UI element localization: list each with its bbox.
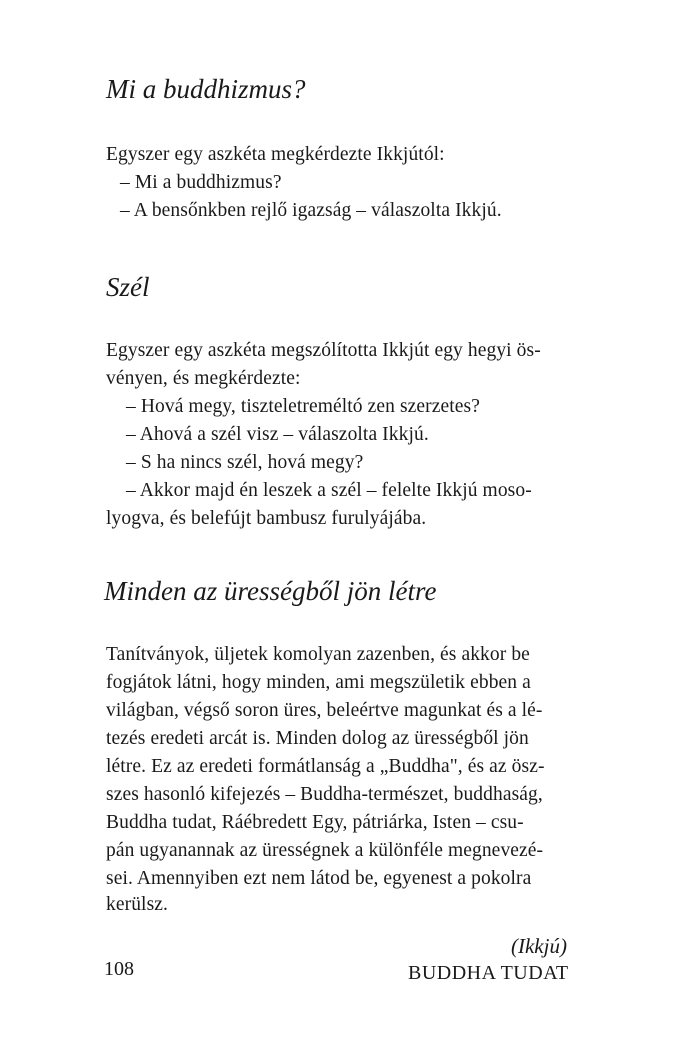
paragraph-line: létre. Ez az eredeti formátlanság a „Buddha", és az ösz- xyxy=(106,756,545,777)
paragraph-line: szes hasonló kifejezés – Buddha-természet, buddhaság, xyxy=(106,784,543,805)
page-number: 108 xyxy=(104,958,134,980)
paragraph-line: – A bensőnkben rejlő igazság – válaszolta Ikkjú. xyxy=(120,200,502,221)
paragraph-line: – S ha nincs szél, hová megy? xyxy=(126,452,364,473)
paragraph-line: tezés eredeti arcát is. Minden dolog az ürességből jön xyxy=(106,728,529,749)
paragraph-line: lyogva, és belefújt bambusz furulyájába. xyxy=(106,508,427,529)
paragraph-line: – Ahová a szél visz – válaszolta Ikkjú. xyxy=(126,424,429,445)
section-title-everything-from-emptiness: Minden az ürességből jön létre xyxy=(104,576,437,606)
paragraph-line: – Mi a buddhizmus? xyxy=(120,172,282,193)
paragraph-line: vényen, és megkérdezte: xyxy=(106,368,301,389)
section-title-wind: Szél xyxy=(106,272,150,302)
paragraph-line: Egyszer egy aszkéta megszólította Ikkjút egy hegyi ös- xyxy=(106,340,541,361)
paragraph-line: kerülsz. xyxy=(106,894,168,915)
running-title: BUDDHA TUDAT xyxy=(408,962,569,984)
section-title-what-is-buddhism: Mi a buddhizmus? xyxy=(106,74,306,104)
paragraph-line: – Hová megy, tiszteletreméltó zen szerzetes? xyxy=(126,396,480,417)
paragraph-line: világban, végső soron üres, beleértve magunkat és a lé- xyxy=(106,700,543,721)
paragraph-line: – Akkor majd én leszek a szél – felelte Ikkjú moso- xyxy=(126,480,532,501)
paragraph-line: pán ugyanannak az ürességnek a különféle megnevezé- xyxy=(106,840,544,861)
paragraph-line: Buddha tudat, Ráébredett Egy, pátriárka, Isten – csu- xyxy=(106,812,524,833)
attribution: (Ikkjú) xyxy=(511,934,567,958)
paragraph-line: fogjátok látni, hogy minden, ami megszületik ebben a xyxy=(106,672,531,693)
paragraph-line: sei. Amennyiben ezt nem látod be, egyenest a pokolra xyxy=(106,868,532,889)
paragraph-line: Egyszer egy aszkéta megkérdezte Ikkjútól: xyxy=(106,144,445,165)
paragraph-line: Tanítványok, üljetek komolyan zazenben, és akkor be xyxy=(106,644,530,665)
